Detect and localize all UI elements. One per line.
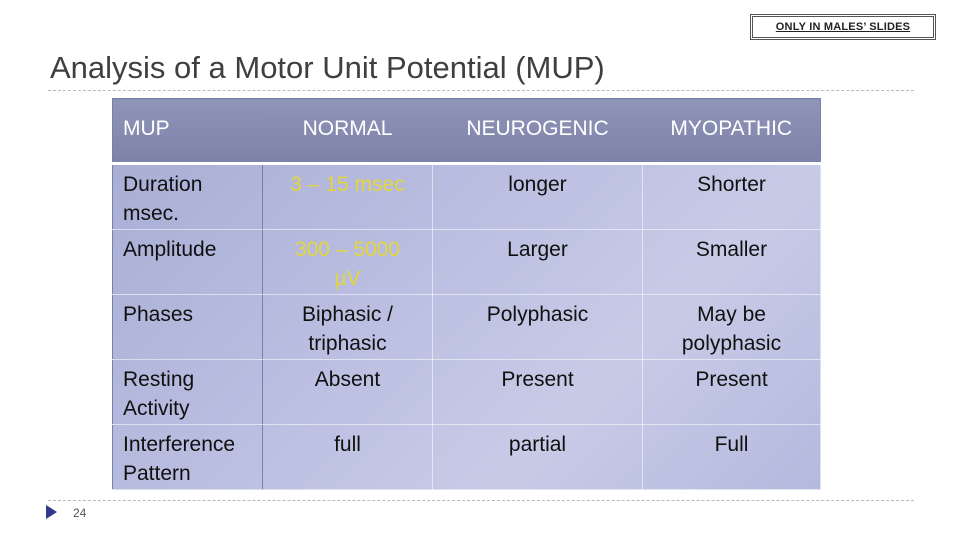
cell-duration-normal <box>263 164 433 230</box>
cell-amplitude-neurogenic: Larger <box>433 230 643 295</box>
table-row-phases <box>113 295 821 360</box>
footer-divider <box>48 500 914 501</box>
row-label-duration: Duration msec. <box>113 164 263 230</box>
slide-number: 24 <box>73 506 87 520</box>
table-row-duration <box>113 164 821 230</box>
cell-phases-normal: Biphasic / triphasic <box>263 295 433 360</box>
cell-amplitude-myopathic: Smaller <box>643 230 821 295</box>
cell-phases-myopathic: May be polyphasic <box>643 295 821 360</box>
row-label-amplitude: Amplitude <box>113 230 263 295</box>
triangle-bullet-icon <box>46 505 57 519</box>
table-header-row <box>113 99 821 164</box>
highlighted-value: 3 – 15 msec <box>290 173 405 196</box>
cell-resting-normal: Absent <box>263 360 433 425</box>
cell-interference-myopathic: Full <box>643 425 821 490</box>
highlighted-value: 300 – 5000 <box>294 238 401 261</box>
cell-interference-neurogenic: partial <box>433 425 643 490</box>
header-normal: NORMAL <box>263 99 433 164</box>
header-myopathic: MYOPATHIC <box>643 99 821 164</box>
males-only-badge: ONLY IN MALES’ SLIDES <box>752 16 934 38</box>
highlighted-unit: µV <box>334 267 361 290</box>
table-row-amplitude <box>113 230 821 295</box>
slide-title: Analysis of a Motor Unit Potential (MUP) <box>50 50 605 85</box>
header-mup: MUP <box>113 99 263 164</box>
cell-resting-myopathic: Present <box>643 360 821 425</box>
mup-analysis-table <box>112 98 821 490</box>
header-neurogenic: NEUROGENIC <box>433 99 643 164</box>
cell-duration-myopathic: Shorter <box>643 164 821 230</box>
cell-phases-neurogenic: Polyphasic <box>433 295 643 360</box>
table-row-resting-activity <box>113 360 821 425</box>
row-label-resting-activity: Resting Activity <box>113 360 263 425</box>
cell-interference-normal: full <box>263 425 433 490</box>
table-row-interference-pattern <box>113 425 821 490</box>
title-divider <box>48 90 914 91</box>
cell-resting-neurogenic: Present <box>433 360 643 425</box>
row-label-phases: Phases <box>113 295 263 360</box>
cell-amplitude-normal <box>263 230 433 295</box>
cell-duration-neurogenic: longer <box>433 164 643 230</box>
row-label-interference-pattern: Interference Pattern <box>113 425 263 490</box>
